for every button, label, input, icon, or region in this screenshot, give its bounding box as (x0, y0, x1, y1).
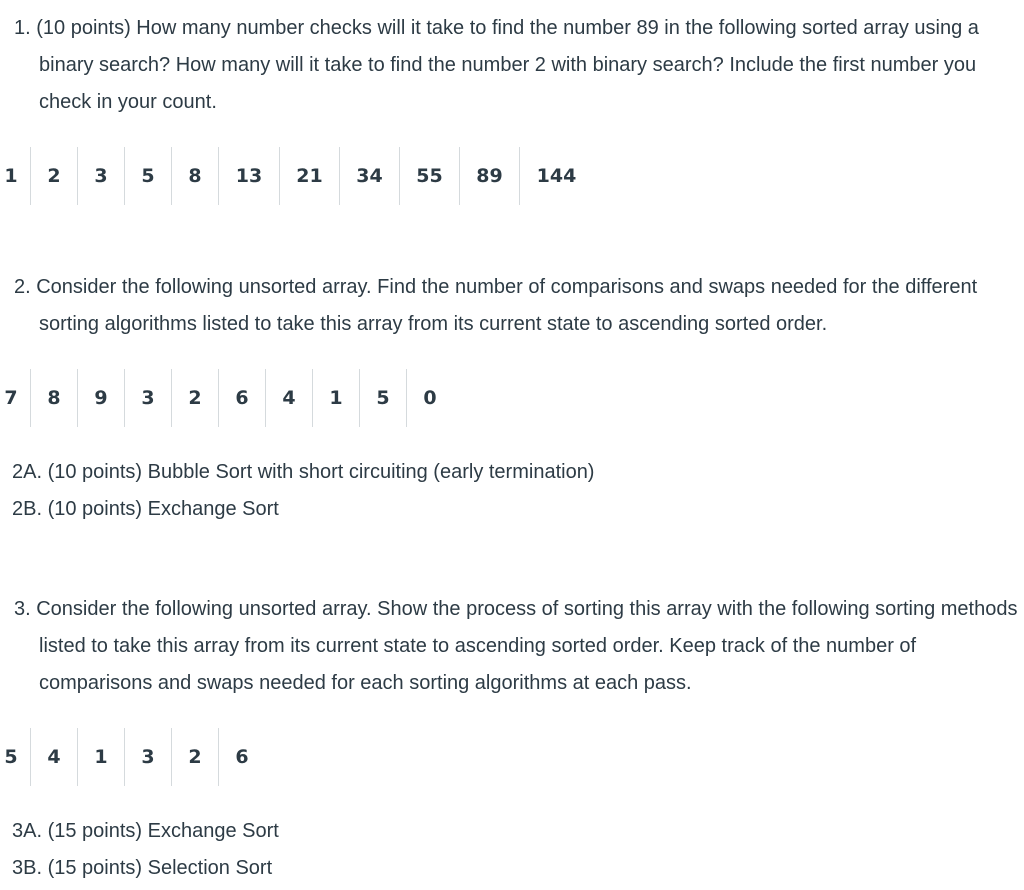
array-cell: 34 (339, 147, 399, 205)
array-cell: 9 (77, 369, 124, 427)
array-cell: 3 (77, 147, 124, 205)
array-cell: 89 (459, 147, 519, 205)
array-cell: 5 (359, 369, 406, 427)
array-cell: 13 (218, 147, 279, 205)
question-2a-text: 2A. (10 points) Bubble Sort with short circuiting (early termination) (12, 461, 595, 483)
array-cell: 2 (30, 147, 77, 205)
question-2b-text: 2B. (10 points) Exchange Sort (12, 498, 279, 520)
array-cell: 1 (77, 728, 124, 786)
array-cell: 6 (218, 369, 265, 427)
array-cell: 8 (30, 369, 77, 427)
array-cell: 8 (171, 147, 218, 205)
array-cell: 2 (171, 369, 218, 427)
question-3-text: 3. Consider the following unsorted array. Show the process of sorting this array with the following sorting methods listed to take this array from its current state to ascending sorted order. Keep track of the number of comparisons and swaps needed for each sorting algorithms at each pass. (14, 598, 1018, 694)
array-cell: 2 (171, 728, 218, 786)
array-cell: 4 (265, 369, 312, 427)
array-cell: 6 (218, 728, 265, 786)
array-cell: 144 (519, 147, 593, 205)
question-1-text: 1. (10 points) How many number checks will it take to find the number 89 in the following sorted array using a binary search? How many will it take to find the number 2 with binary search? Include the first number you check in your count. (14, 17, 979, 113)
question-2-text: 2. Consider the following unsorted array. Find the number of comparisons and swaps needed for the different sorting algorithms listed to take this array from its current state to ascending sorted order. (14, 276, 978, 335)
array-cell: 4 (30, 728, 77, 786)
array-cell: 3 (124, 728, 171, 786)
question-3b-text: 3B. (15 points) Selection Sort (12, 857, 273, 879)
question-3a-text: 3A. (15 points) Exchange Sort (12, 820, 279, 842)
array-cell: 1 (312, 369, 359, 427)
array-cell: 5 (4, 746, 18, 768)
array-cell: 55 (399, 147, 459, 205)
array-cell: 1 (4, 165, 18, 187)
array-cell: 5 (124, 147, 171, 205)
array-cell: 3 (124, 369, 171, 427)
array-cell: 7 (4, 387, 18, 409)
array-cell: 21 (279, 147, 339, 205)
array-cell: 0 (406, 369, 453, 427)
